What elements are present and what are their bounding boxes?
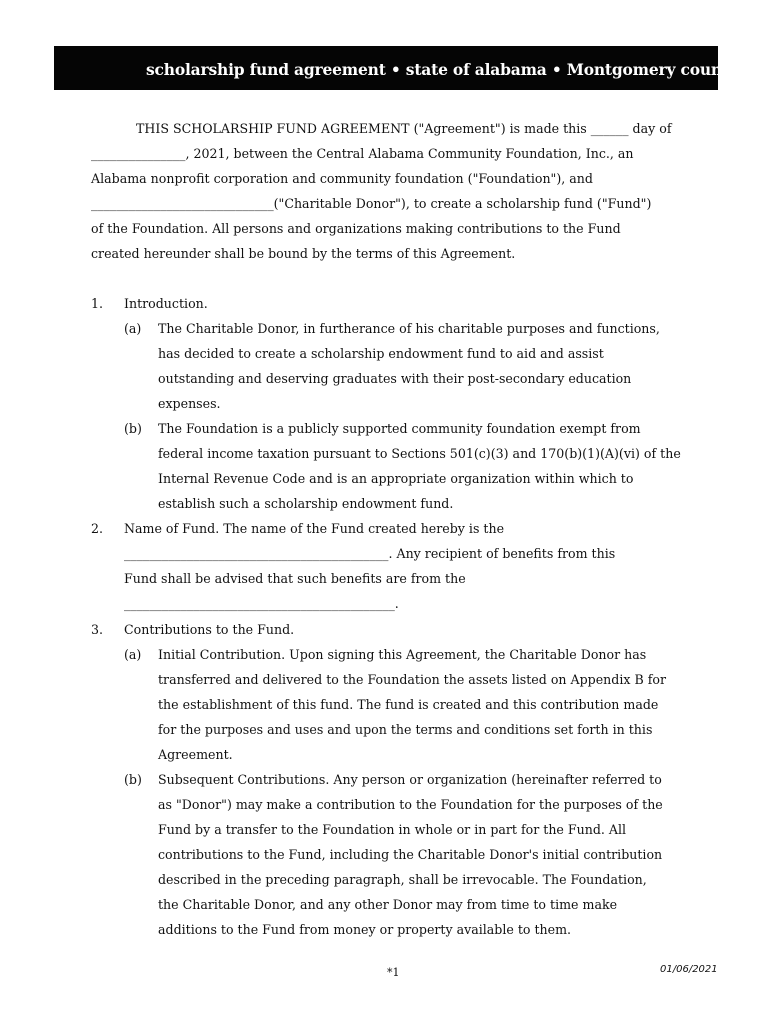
subsection-label: (b) <box>124 772 142 787</box>
document-title: scholarship fund agreement • state of alabama • Montgomery county <box>146 60 738 79</box>
section-number: 3. <box>91 622 104 637</box>
subsection-line: Agreement. <box>158 747 233 762</box>
subsection-label: (a) <box>124 321 142 336</box>
subsection-line: for the purposes and uses and upon the terms and conditions set forth in this <box>158 722 653 737</box>
subsection-line: expenses. <box>158 396 221 411</box>
header-bar <box>54 46 738 90</box>
subsection-line: transferred and delivered to the Foundation the assets listed on Appendix B for <box>158 672 667 687</box>
subsection-line: federal income taxation pursuant to Sections 501(c)(3) and 170(b)(1)(A)(vi) of the <box>158 446 681 461</box>
subsection-line: additions to the Fund from money or property available to them. <box>158 922 572 937</box>
subsection-label: (b) <box>124 421 142 436</box>
subsection-line: has decided to create a scholarship endowment fund to aid and assist <box>158 346 604 361</box>
intro-line: _____________________________("Charitable Donor"), to create a scholarship fund ("Fund") <box>91 196 652 211</box>
subsection-line: as "Donor") may make a contribution to the Foundation for the purposes of the <box>158 797 663 812</box>
page-number: *1 <box>387 966 400 979</box>
subsection-line: establish such a scholarship endowment fund. <box>158 496 454 511</box>
intro-line: created hereunder shall be bound by the terms of this Agreement. <box>91 246 516 261</box>
subsection-line: Subsequent Contributions. Any person or organization (hereinafter referred to <box>158 772 662 787</box>
subsection-line: The Charitable Donor, in furtherance of his charitable purposes and functions, <box>158 321 660 336</box>
subsection-label: (a) <box>124 647 142 662</box>
subsection-line: Internal Revenue Code and is an appropriate organization within which to <box>158 471 634 486</box>
section-title: Introduction. <box>124 296 208 311</box>
subsection-line: described in the preceding paragraph, shall be irrevocable. The Foundation, <box>158 872 647 887</box>
section-title: Contributions to the Fund. <box>124 622 295 637</box>
section-line: Name of Fund. The name of the Fund created hereby is the <box>124 521 505 536</box>
section-line: ___________________________________________. <box>124 596 399 611</box>
intro-line: Alabama nonprofit corporation and community foundation ("Foundation"), and <box>91 171 593 186</box>
intro-line: THIS SCHOLARSHIP FUND AGREEMENT ("Agreement") is made this ______ day of <box>136 121 672 136</box>
subsection-line: Fund by a transfer to the Foundation in whole or in part for the Fund. All <box>158 822 627 837</box>
section-number: 1. <box>91 296 104 311</box>
subsection-line: the establishment of this fund. The fund is created and this contribution made <box>158 697 659 712</box>
section-line: __________________________________________. Any recipient of benefits from this <box>124 546 616 561</box>
subsection-line: The Foundation is a publicly supported community foundation exempt from <box>158 421 641 436</box>
intro-line: _______________, 2021, between the Central Alabama Community Foundation, Inc., an <box>91 146 634 161</box>
footer-date: 01/06/2021 <box>660 964 718 975</box>
subsection-line: contributions to the Fund, including the Charitable Donor's initial contribution <box>158 847 663 862</box>
subsection-line: Initial Contribution. Upon signing this Agreement, the Charitable Donor has <box>158 647 647 662</box>
section-number: 2. <box>91 521 104 536</box>
subsection-line: outstanding and deserving graduates with their post-secondary education <box>158 371 632 386</box>
intro-line: of the Foundation. All persons and organizations making contributions to the Fund <box>91 221 621 236</box>
subsection-line: the Charitable Donor, and any other Donor may from time to time make <box>158 897 618 912</box>
section-line: Fund shall be advised that such benefits are from the <box>124 571 466 586</box>
